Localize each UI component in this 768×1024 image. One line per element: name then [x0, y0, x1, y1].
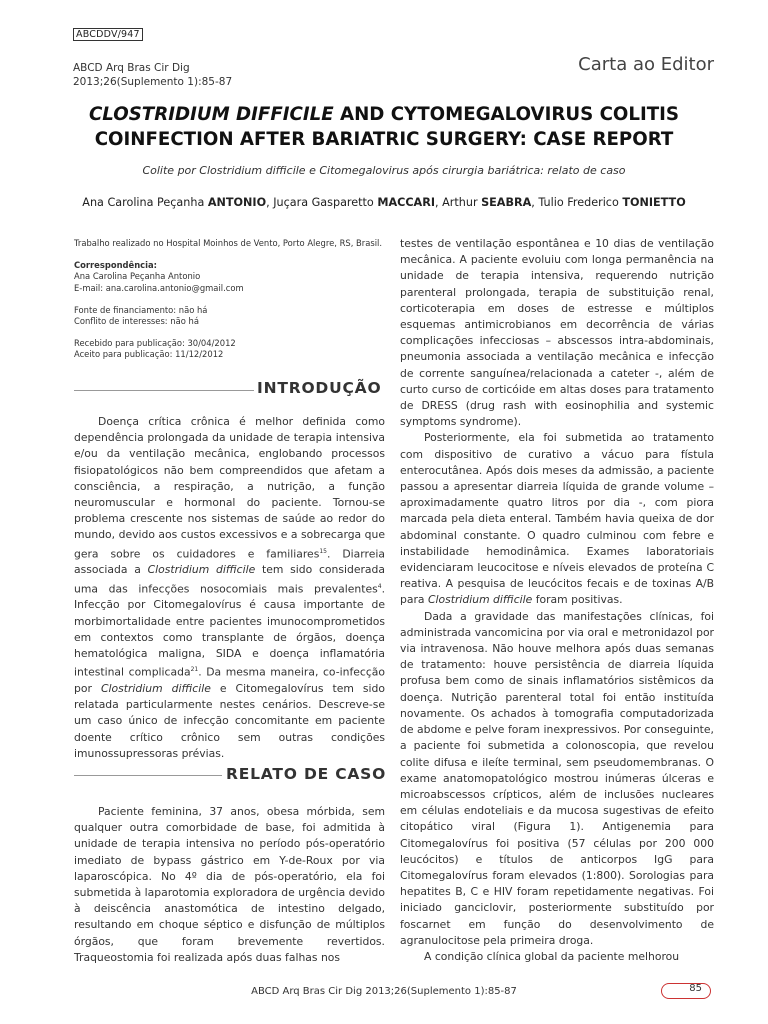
- intro-text: . Infecção por Citomegalovírus é causa importante de morbimortalidade entre pacientes imunocomprometidos em contextos como transplante de órgãos, doença hematológica maligna, SIDA e doença inflamatória intestinal complicada: [74, 582, 385, 679]
- organism-name: Clostridium difficile: [100, 682, 211, 696]
- title-line2: COINFECTION AFTER BARIATRIC SURGERY: CASE REPORT: [94, 129, 674, 150]
- case-text: Dada a gravidade das manifestações clínicas, foi administrada vancomicina por via oral e metronidazol por via intravenosa. Não houve melhora após duas semanas de tratamento: houve persistência de diarreia líquida profusa bem como de sinais inflamatórios sistêmicos da doença. Nutrição parenteral total foi então instituída novamente. Os achados à tomografia computadorizada de abdome e pelve foram inexpressivos. Por conseguinte, a paciente foi submetida a colonoscopia, que revelou colite difusa e ileíte terminal, sem pseudomembranas. O exame anatomopatológico mostrou inúmeras úlceras e microabscessos crípticos, além de inclusões nucleares em células endoteliais e da mucosa sugestivas de efeito citopático viral (Figura 1). Antigenemia para Citomegalovírus foi positiva (57 células por 200 000 leucócitos) e títulos de anticorpos IgG para Citomegalovírus foram elevados (1:800). Sorologias para hepatites B, C e HIV foram repetidamente negativas. Foi iniciado ganciclovir, posteriormente substituído por foscarnet em função do desenvolvimento de agranulocitose pela primeira droga.: [400, 609, 714, 947]
- citation-ref: 15: [319, 547, 327, 555]
- author-given: Ana Carolina Peçanha: [82, 196, 208, 209]
- article-metadata: [74, 238, 394, 361]
- correspondence-name: Ana Carolina Peçanha Antonio: [74, 271, 201, 282]
- conflict-note: Conflito de interesses: não há: [74, 316, 199, 327]
- author-list: [40, 196, 728, 209]
- case-text-continued: testes de ventilação espontânea e 10 dias de ventilação mecânica. A paciente evoluiu com longa permanência na unidade de terapia intensiva, requerendo nutrição parenteral prolongada, terapia de substituição renal, corticoterapia em doses de estresse e múltiplos esquemas antimicrobianos em decorrência de várias complicações infecciosas – abscessos intra-abdominais, pneumonia associada a ventilação mecânica e infecção de corrente sanguínea/relacionada a cateter -, além de curto curso de corticóide em altas doses para tratamento de DRESS (drug rash with eosinophilia and systemic symptoms syndrome).: [400, 237, 714, 429]
- case-paragraph: [74, 804, 385, 966]
- organism-name: Clostridium difficile: [147, 563, 256, 577]
- author-surname: MACCARI: [377, 196, 435, 209]
- citation-ref: 4: [377, 582, 382, 590]
- case-text: foram positivas.: [532, 593, 623, 607]
- article-title: [60, 102, 708, 152]
- title-italic-organism: CLOSTRIDIUM DIFFICILE: [88, 104, 334, 125]
- intro-text: e Citomegalovírus tem sido relatada particularmente nestes cenários. Descreve-se um caso único de infecção concomitante em paciente doente crítico crônico sem outras condições imunossupressoras prévias.: [74, 682, 386, 760]
- article-code-box: ABCDDV/947: [73, 28, 143, 41]
- author-separator: ,: [435, 196, 443, 209]
- case-text: A condição clínica global da paciente melhorou: [424, 949, 680, 963]
- intro-text: tem sido considerada uma das infecções nosocomiais mais prevalentes: [74, 563, 385, 596]
- intro-text: . Da mesma maneira, co-infecção por: [74, 665, 386, 696]
- page-number: 85: [689, 983, 702, 994]
- footer-citation: ABCD Arq Bras Cir Dig 2013;26(Suplemento 1):85-87: [251, 986, 517, 997]
- intro-text: Doença crítica crônica é melhor definida como dependência prolongada da unidade de terapia intensiva e/ou da ventilação mecânica, englobando processos fisiopatológicos não bem compreendidos que afetam a consciência, a respiração, a nutrição, a função neuromuscular e hormonal do paciente. Tornou-se problema crescente nos sistemas de saúde ao redor do mundo, devido aos custos excessivos e a sobrecarga que gera sobre os cuidadores e familiares: [74, 415, 385, 561]
- author-surname: SEABRA: [481, 196, 532, 209]
- citation-ref: 21: [190, 666, 199, 674]
- author-surname: TONIETTO: [622, 196, 686, 209]
- case-report-heading: RELATO DE CASO: [226, 765, 387, 783]
- author-separator: ,: [531, 196, 539, 209]
- intro-heading-rule: [74, 390, 254, 391]
- journal-volume: 2013;26(Suplemento 1):85-87: [73, 76, 233, 88]
- case-text: Posteriormente, ela foi submetida ao tratamento com dispositivo de curativo a vácuo para fístula enterocutânea. Após dois meses da admissão, a paciente passou a apresentar diarreia líquida de grande volume – aproximadamente quatro litros por dia -, com piora marcada pela dieta enteral. Também havia queixa de dor abdominal constante. O quadro culminou com febre e instabilidade hemodinâmica. Exames laboratoriais evidenciaram leucocitose e níveis elevados de proteína C reativa. A pesquisa de leucócitos fecais e de toxinas A/B para: [400, 431, 714, 607]
- author-surname: ANTONIO: [207, 196, 267, 209]
- correspondence-label: Correspondência:: [74, 260, 158, 271]
- institution-note: Trabalho realizado no Hospital Moinhos de Vento, Porto Alegre, RS, Brasil.: [74, 238, 383, 248]
- accepted-date: Aceito para publicação: 11/12/2012: [74, 349, 224, 360]
- author-given: Juçara Gasparetto: [273, 196, 378, 209]
- article-subtitle: Colite por Clostridium difficile e Citomegalovirus após cirurgia bariátrica: relato de caso: [142, 164, 626, 177]
- journal-name: ABCD Arq Bras Cir Dig: [73, 62, 190, 74]
- section-type-label: Carta ao Editor: [578, 54, 714, 75]
- organism-name: Clostridium difficile: [427, 593, 533, 607]
- intro-paragraph: [74, 414, 385, 762]
- page-number-badge: [661, 983, 711, 999]
- correspondence-email: E-mail: ana.carolina.antonio@gmail.com: [74, 282, 244, 293]
- journal-reference: [73, 61, 232, 89]
- received-date: Recebido para publicação: 30/04/2012: [74, 338, 236, 349]
- title-line1-rest: AND CYTOMEGALOVIRUS COLITIS: [333, 104, 680, 125]
- intro-text: . Diarreia associada a: [74, 547, 385, 577]
- case-text: Paciente feminina, 37 anos, obesa mórbida, sem qualquer outra comorbidade de base, foi admitida à unidade de terapia intensiva no período pós-operatório imediato de bypass gástrico em Y-de-Roux por via laparoscópica. No 4º dia de pós-operatório, ela foi submetida à laparotomia exploradora de urgência devido à deiscência anastomótica de intestino delgado, resultando em choque séptico e disfunção de múltiplos órgãos, que foram brevemente revertidos. Traqueostomia foi realizada após duas falhas nos: [74, 805, 385, 964]
- author-separator: ,: [266, 196, 274, 209]
- author-given: Arthur: [442, 196, 482, 209]
- intro-heading: INTRODUÇÃO: [257, 379, 382, 397]
- right-column: [400, 236, 714, 965]
- case-heading-rule: [74, 775, 222, 776]
- author-given: Tulio Frederico: [538, 196, 623, 209]
- funding-note: Fonte de financiamento: não há: [74, 304, 208, 315]
